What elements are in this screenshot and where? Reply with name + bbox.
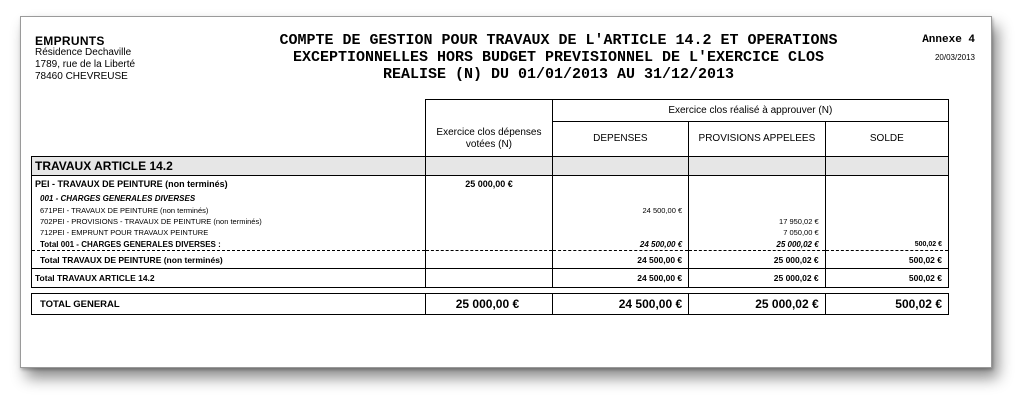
cell — [825, 157, 948, 176]
votees-value: 25 000,00 € — [426, 176, 552, 192]
cell — [825, 176, 948, 192]
cell — [426, 157, 552, 176]
table-row — [32, 191, 949, 205]
solde-value: 500,02 € — [825, 238, 948, 251]
cell — [689, 191, 826, 205]
cell — [426, 191, 552, 205]
table-row — [32, 216, 949, 227]
cell — [689, 157, 826, 176]
table-row — [32, 251, 949, 269]
line-label: 712PEI - EMPRUNT POUR TRAVAUX PEINTURE — [32, 227, 426, 238]
cell — [426, 216, 552, 227]
address-line: Résidence Dechaville — [35, 47, 132, 58]
votees-value: 25 000,00 € — [426, 294, 552, 315]
address-line: 78460 CHEVREUSE — [35, 71, 128, 82]
depenses-value: 24 500,00 € — [552, 269, 689, 288]
col-header-depenses: DEPENSES — [552, 122, 689, 157]
cell — [552, 157, 689, 176]
cell — [825, 191, 948, 205]
cell — [426, 227, 552, 238]
solde-value: 500,02 € — [825, 269, 948, 288]
title-line: COMPTE DE GESTION POUR TRAVAUX DE L'ARTICLE 14.2 ET OPERATIONS — [279, 32, 838, 49]
owner-block — [35, 35, 135, 83]
document-page — [20, 16, 992, 368]
group-label: 001 - CHARGES GENERALES DIVERSES — [32, 191, 426, 205]
section-row — [32, 157, 949, 176]
table-row — [32, 269, 949, 288]
provisions-value: 25 000,02 € — [689, 269, 826, 288]
group-header: Exercice clos réalisé à approuver (N) — [552, 100, 948, 122]
line-label: 671PEI - TRAVAUX DE PEINTURE (non terminés) — [32, 205, 426, 216]
total-group-label: Total 001 - CHARGES GENERALES DIVERSES : — [32, 238, 426, 251]
org-name: EMPRUNTS — [35, 34, 105, 48]
cell — [689, 176, 826, 192]
cell — [426, 238, 552, 251]
total-general-row — [32, 294, 949, 315]
depenses-value: 24 500,00 € — [552, 238, 689, 251]
annexe-block — [922, 34, 975, 62]
table-header-row — [32, 122, 949, 157]
solde-value: 500,02 € — [825, 251, 948, 269]
address-line: 1789, rue de la Liberté — [35, 59, 136, 70]
solde-value — [825, 227, 948, 238]
cell — [426, 205, 552, 216]
document-title — [226, 32, 891, 83]
provisions-value: 25 000,02 € — [689, 294, 826, 315]
depenses-value: 24 500,00 € — [552, 251, 689, 269]
cell — [552, 191, 689, 205]
col-header-provisions: PROVISIONS APPELEES — [689, 122, 826, 157]
depenses-value — [552, 227, 689, 238]
row-label: PEI - TRAVAUX DE PEINTURE (non terminés) — [32, 176, 426, 192]
table-row — [32, 176, 949, 192]
solde-value — [825, 216, 948, 227]
table-row — [32, 227, 949, 238]
line-label: 702PEI - PROVISIONS - TRAVAUX DE PEINTURE (non terminés) — [32, 216, 426, 227]
col-header-solde: SOLDE — [825, 122, 948, 157]
total-general-label: TOTAL GENERAL — [32, 294, 426, 315]
title-line: EXCEPTIONNELLES HORS BUDGET PREVISIONNEL DE L'EXERCICE CLOS — [292, 49, 825, 66]
provisions-value: 25 000,02 € — [689, 238, 826, 251]
depenses-value — [552, 216, 689, 227]
provisions-value: 7 050,00 € — [689, 227, 826, 238]
cell — [426, 269, 552, 288]
total-travaux-label: Total TRAVAUX DE PEINTURE (non terminés) — [32, 251, 426, 269]
col-header-votees: Exercice clos dépenses votées (N) — [426, 122, 552, 157]
annexe-label: Annexe 4 — [922, 34, 975, 46]
accounts-table — [31, 99, 949, 315]
provisions-value: 17 950,02 € — [689, 216, 826, 227]
depenses-value: 24 500,00 € — [552, 294, 689, 315]
title-line: REALISE (N) DU 01/01/2013 AU 31/12/2013 — [382, 66, 735, 83]
cell — [426, 251, 552, 269]
solde-value: 500,02 € — [825, 294, 948, 315]
solde-value — [825, 205, 948, 216]
table-header-row — [32, 100, 949, 122]
table-row — [32, 205, 949, 216]
cell — [552, 176, 689, 192]
header-spacer — [426, 100, 552, 122]
total-article-label: Total TRAVAUX ARTICLE 14.2 — [32, 269, 426, 288]
table-row — [32, 238, 949, 251]
provisions-value — [689, 205, 826, 216]
document-date: 20/03/2013 — [934, 53, 975, 62]
header-spacer — [32, 100, 426, 122]
depenses-value: 24 500,00 € — [552, 205, 689, 216]
provisions-value: 25 000,02 € — [689, 251, 826, 269]
header-spacer — [32, 122, 426, 157]
section-label: TRAVAUX ARTICLE 14.2 — [32, 157, 426, 176]
